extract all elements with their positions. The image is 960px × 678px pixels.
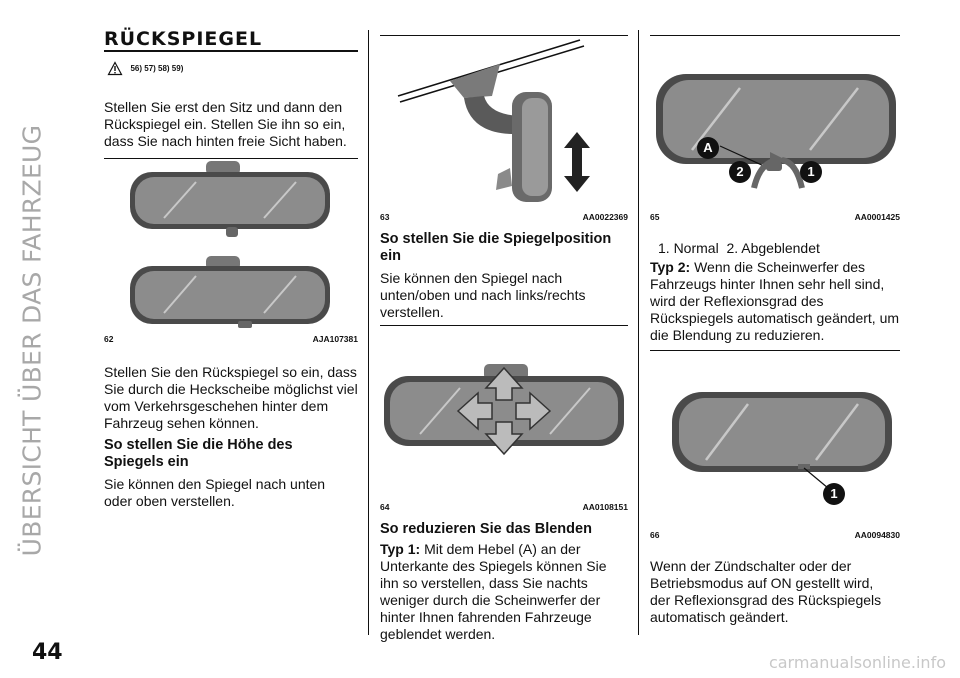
figure-64-mirror-arrows <box>380 330 628 490</box>
figure-66-auto-dimming-mirror <box>650 352 900 512</box>
type2-text: Wenn die Scheinwerfer des Fahrzeugs hinter Ihnen sehr hell sind, wird der Reflexionsgrad des Rückspiegels automatisch geändert, um die Blendung zu reduzieren. <box>650 259 900 343</box>
figure-62-mirrors <box>104 160 358 340</box>
type2-label: Typ 2: <box>650 259 691 275</box>
heading-dim: So reduzieren Sie das Blenden <box>380 521 592 537</box>
height-paragraph: Sie können den Spiegel nach unten oder oben verstellen. <box>104 476 326 509</box>
figure-64-number: 64 <box>380 502 390 512</box>
figure-62-code: AJA107381 <box>312 334 358 344</box>
position-paragraph: Sie können den Spiegel nach unten/oben und nach links/rechts verstellen. <box>380 270 586 320</box>
figure-65-code: AA0001425 <box>854 212 900 222</box>
watermark: carmanualsonline.info <box>768 653 946 672</box>
figure-64-top-rule <box>380 325 628 326</box>
section-title: RÜCKSPIEGEL <box>104 28 263 50</box>
section-title-rule <box>104 50 358 52</box>
figure-65-label-a: A <box>703 140 713 155</box>
warning-references: 56) 57) 58) 59) <box>130 64 184 74</box>
figure-66-number: 66 <box>650 530 660 540</box>
heading-height: So stellen Sie die Höhe des Spiegels ein <box>104 437 293 470</box>
figure-66-code: AA0094830 <box>854 530 900 540</box>
column-divider-2 <box>638 30 639 635</box>
figure-65-legend: 1. Normal 2. Abgeblendet <box>658 240 820 256</box>
figure-63-number: 63 <box>380 212 390 222</box>
figure-66-top-rule <box>650 350 900 351</box>
type1-text: Mit dem Hebel (A) an der Unterkante des Spiegels können Sie ihn so verstellen, dass Sie nachts weniger durch die Scheinwerfer der hinter Ihnen fahrenden Fahrzeuge geblendet werden. <box>380 541 607 642</box>
figure-64-code: AA0108151 <box>582 502 628 512</box>
figure-63-code: AA0022369 <box>582 212 628 222</box>
figure-62-number: 62 <box>104 334 114 344</box>
figure-65-number: 65 <box>650 212 660 222</box>
type1-paragraph <box>380 541 628 643</box>
figure-66-label-1: 1 <box>830 486 838 501</box>
type2-paragraph <box>650 259 900 344</box>
figure-63-mirror-mount <box>380 36 628 206</box>
figure-65-dimming-lever <box>650 36 900 206</box>
adjust-paragraph: Stellen Sie den Rückspiegel so ein, dass Sie durch die Heckscheibe möglichst viel vom Verkehrsgeschehen hinter dem Fahrzeug sehen können. <box>104 364 358 431</box>
figure-62-top-rule <box>104 158 358 159</box>
side-chapter-title: ÜBERSICHT ÜBER DAS FAHRZEUG <box>17 124 47 557</box>
ignition-paragraph: Wenn der Zündschalter oder der Betriebsmodus auf ON gestellt wird, der Reflexionsgrad des Rückspiegels automatisch geändert. <box>650 558 882 625</box>
warning-line <box>108 60 183 78</box>
figure-65-label-1: 1 <box>807 164 815 179</box>
type1-label: Typ 1: <box>380 541 421 557</box>
intro-paragraph: Stellen Sie erst den Sitz und dann den Rückspiegel ein. Stellen Sie ihn so ein, dass Sie nach hinten freie Sicht haben. <box>104 99 347 149</box>
figure-65-label-2: 2 <box>736 164 744 179</box>
column-divider-1 <box>368 30 369 635</box>
warning-triangle-icon <box>108 62 122 75</box>
page-number: 44 <box>32 640 63 665</box>
heading-position: So stellen Sie die Spiegelposition ein <box>380 231 612 264</box>
